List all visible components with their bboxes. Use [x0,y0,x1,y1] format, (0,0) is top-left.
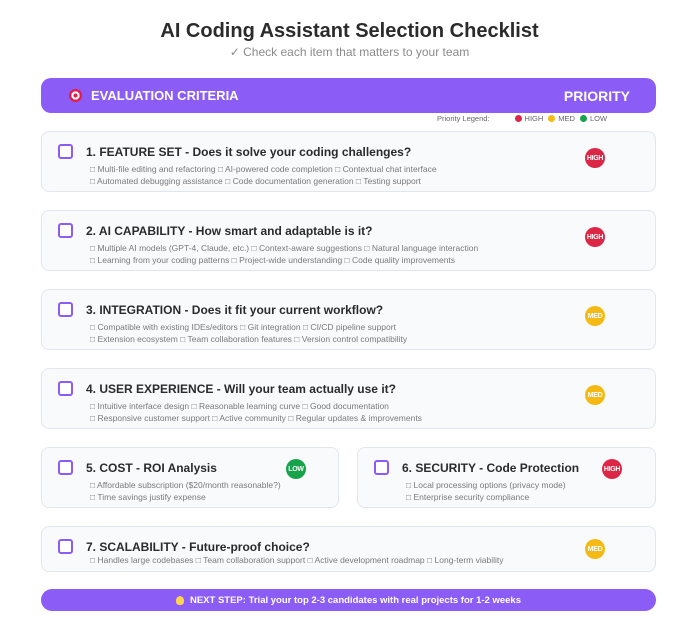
criterion-title: 1. FEATURE SET - Does it solve your coding challenges? [86,145,412,159]
legend-high-dot-icon [515,115,522,122]
lightbulb-icon [176,596,184,605]
criterion-title: 6. SECURITY - Code Protection [402,461,580,475]
criterion-detail-line: □ Extension ecosystem □ Team collaboration features □ Version control compatibility [90,334,408,344]
target-icon [69,89,82,102]
checkbox-security[interactable] [374,460,389,475]
priority-legend [437,114,607,123]
checkbox-user-experience[interactable] [58,381,73,396]
priority-badge: MED [585,306,605,326]
next-step-banner [41,589,656,611]
criterion-card-ai-capability [41,210,656,271]
criterion-title: 7. SCALABILITY - Future-proof choice? [86,540,310,554]
legend-label: Priority Legend: [437,114,490,123]
criterion-detail-line: □ Automated debugging assistance □ Code documentation generation □ Testing support [90,176,421,186]
criterion-detail-line: □ Local processing options (privacy mode) [406,480,566,490]
legend-low-label: LOW [589,114,608,123]
criterion-detail-line: □ Compatible with existing IDEs/editors □ Git integration □ CI/CD pipeline support [90,322,396,332]
checkbox-integration[interactable] [58,302,73,317]
criterion-card-integration [41,289,656,350]
priority-badge: MED [585,385,605,405]
priority-badge: MED [585,539,605,559]
criterion-detail-line: □ Multiple AI models (GPT-4, Claude, etc.) □ Context-aware suggestions □ Natural language interaction [90,243,479,253]
criterion-title: 2. AI CAPABILITY - How smart and adaptable is it? [86,224,373,238]
next-step-text: NEXT STEP: Trial your top 2-3 candidates with real projects for 1-2 weeks [189,594,521,606]
checkbox-scalability[interactable] [58,539,73,554]
header-priority-label: PRIORITY [563,88,630,104]
criterion-title: 5. COST - ROI Analysis [86,461,217,475]
criterion-detail-line: □ Affordable subscription ($20/month reasonable?) [90,480,281,490]
priority-badge: HIGH [602,459,622,479]
legend-high-label: HIGH [524,114,544,123]
criterion-card-scalability [41,526,656,572]
priority-badge: HIGH [585,227,605,247]
checkbox-feature-set[interactable] [58,144,73,159]
criterion-detail-line: □ Time savings justify expense [90,492,206,502]
criterion-card-feature-set [41,131,656,192]
criterion-title: 4. USER EXPERIENCE - Will your team actually use it? [86,382,396,396]
priority-badge: HIGH [585,148,605,168]
criterion-detail-line: □ Handles large codebases □ Team collaboration support □ Active development roadmap □ Long-term viability [90,555,504,565]
criterion-detail-line: □ Learning from your coding patterns □ Project-wide understanding □ Code quality improvements [90,255,456,265]
criterion-detail-line: □ Enterprise security compliance [406,492,530,502]
criterion-card-security [357,447,656,508]
header-criteria-label: EVALUATION CRITERIA [91,88,239,103]
criterion-detail-line: □ Intuitive interface design □ Reasonable learning curve □ Good documentation [90,401,389,411]
checkbox-cost[interactable] [58,460,73,475]
page-subtitle: ✓ Check each item that matters to your team [229,45,470,59]
priority-badge: LOW [286,459,306,479]
legend-med-label: MED [558,114,575,123]
page-title: AI Coding Assistant Selection Checklist [160,20,539,42]
criteria-header [41,78,656,113]
checkbox-ai-capability[interactable] [58,223,73,238]
criterion-card-user-experience [41,368,656,429]
criterion-detail-line: □ Responsive customer support □ Active community □ Regular updates & improvements [90,413,422,423]
criterion-title: 3. INTEGRATION - Does it fit your current workflow? [86,303,384,317]
criterion-detail-line: □ Multi-file editing and refactoring □ AI-powered code completion □ Contextual chat interface [90,164,437,174]
legend-med-dot-icon [548,115,555,122]
criterion-card-cost [41,447,339,508]
legend-low-dot-icon [580,115,587,122]
